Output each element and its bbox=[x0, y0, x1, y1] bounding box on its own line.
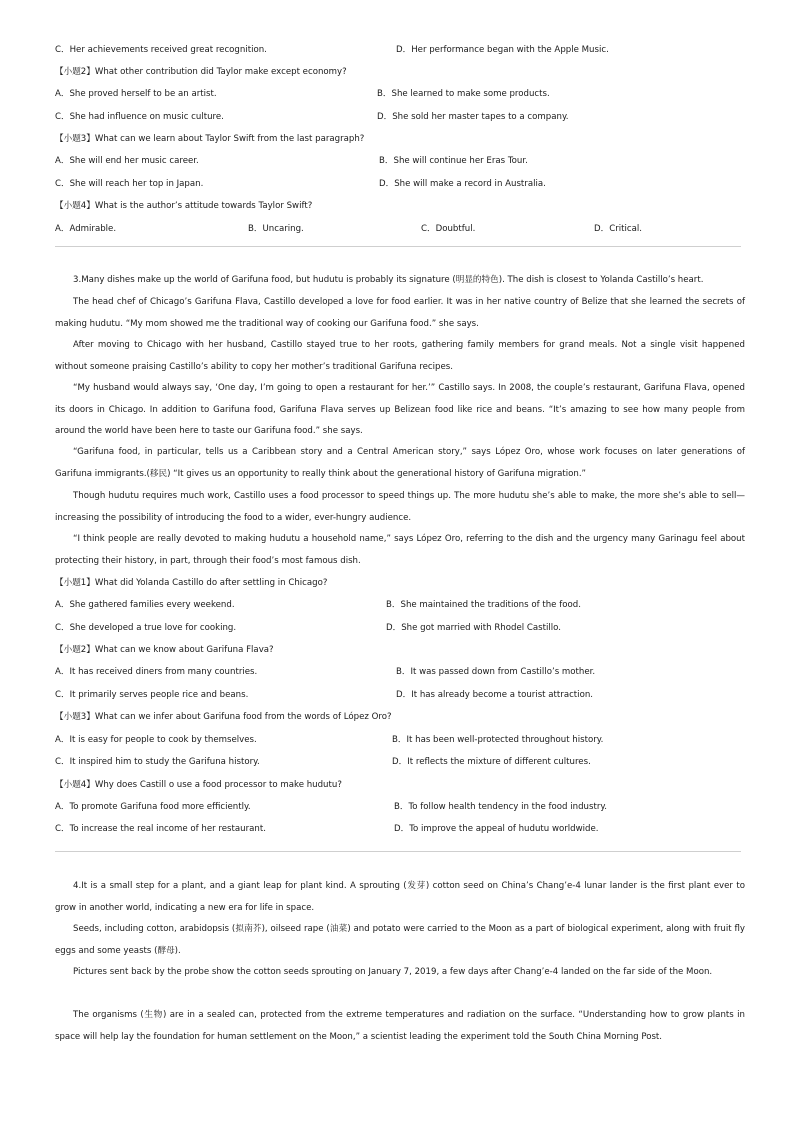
s3-paragraph-3: After moving to Chicago with her husband, Castillo stayed true to her roots, gathering family members for grand meals. Not a single visit happened without someone praising Castillo’s ability to copy her mother’s traditional Garifuna recipes. bbox=[55, 340, 745, 372]
s3-paragraph-6: Though hudutu requires much work, Castillo uses a food processor to speed things up. The more hudutu she’s able to make, the more she’s able to sell—increasing the possibility of introducing the food to a wider, ever-hungry audience. bbox=[55, 491, 745, 523]
section-divider bbox=[55, 246, 741, 247]
s3-paragraph-4: “My husband would always say, ‘One day, I’m going to open a restaurant for her.’” Castillo says. In 2008, the couple’s restaurant, Garifuna Flava, opened its doors in Chicago. In addition to Garifuna food, Garifuna Flava serves up Belizean food like rice and beans. “It’s amazing to see how many people from around the world have been here to taste our Garifuna food.” she says. bbox=[55, 383, 745, 437]
s3-q1-stem: 【小题1】What did Yolanda Castillo do after settling in Chicago? bbox=[55, 578, 328, 588]
s3-q3-option-d: D．It reflects the mixture of different cultures. bbox=[392, 757, 591, 767]
s4-paragraph-1: 4.It is a small step for a plant, and a giant leap for plant kind. A sprouting (发芽) cotton seed on China’s Chang’e-4 lunar lander is the first plant ever to grow in another world, indicating a new era for life in space. bbox=[55, 881, 745, 913]
s3-q1-option-d: D．She got married with Rhodel Castillo. bbox=[386, 623, 561, 633]
s4-paragraph-2: Seeds, including cotton, arabidopsis (拟南芥), oilseed rape (油菜) and potato were carried to the Moon as a part of biological experiment, along with fruit fly eggs and some yeasts (酵母). bbox=[55, 924, 745, 956]
s1-q4-stem: 【小题4】What is the author’s attitude towards Taylor Swift? bbox=[55, 201, 313, 211]
s3-q4-stem: 【小题4】Why does Castill o use a food processor to make hudutu? bbox=[55, 780, 342, 790]
s3-q3-option-a: A．It is easy for people to cook by themselves. bbox=[55, 735, 257, 745]
s3-paragraph-2: The head chef of Chicago’s Garifuna Flava, Castillo developed a love for food earlier. It was in her native country of Belize that she learned the secrets of making hudutu. “My mom showed me the traditional way of cooking our Garifuna food.” she says. bbox=[55, 297, 745, 329]
s3-q4-option-d: D．To improve the appeal of hudutu worldwide. bbox=[394, 824, 599, 834]
s1-q2-option-b: B．She learned to make some products. bbox=[377, 89, 550, 99]
s1-q3-option-a: A．She will end her music career. bbox=[55, 156, 199, 166]
s3-q2-option-d: D．It has already become a tourist attraction. bbox=[396, 690, 594, 700]
s3-q1-option-c: C．She developed a true love for cooking. bbox=[55, 623, 237, 633]
s1-q2-stem: 【小题2】What other contribution did Taylor make except economy? bbox=[55, 67, 347, 77]
s1-q2-option-d: D．She sold her master tapes to a company. bbox=[377, 112, 569, 122]
s3-paragraph-1: 3.Many dishes make up the world of Garifuna food, but hudutu is probably its signature (明显的特色). The dish is closest to Yolanda Castillo’s heart. bbox=[73, 275, 704, 285]
s3-q4-option-b: B．To follow health tendency in the food industry. bbox=[394, 802, 607, 812]
s1-q1-option-d: D．Her performance began with the Apple Music. bbox=[396, 45, 609, 55]
s1-q4-option-d: D．Critical. bbox=[594, 224, 642, 234]
s3-q2-option-a: A．It has received diners from many countries. bbox=[55, 667, 258, 677]
s4-paragraph-4: The organisms (生物) are in a sealed can, protected from the extreme temperatures and radiation on the surface. “Understanding how to grow plants in space will help lay the foundation for human settlement on the Moon,” a scientist leading the experiment told the South China Morning Post. bbox=[55, 1010, 745, 1042]
s1-q4-option-b: B．Uncaring. bbox=[248, 224, 304, 234]
s1-q4-option-a: A．Admirable. bbox=[55, 224, 117, 234]
s3-q2-option-c: C．It primarily serves people rice and beans. bbox=[55, 690, 249, 700]
s1-q3-option-d: D．She will make a record in Australia. bbox=[379, 179, 546, 189]
s3-q1-option-b: B．She maintained the traditions of the food. bbox=[386, 600, 581, 610]
s1-q3-option-b: B．She will continue her Eras Tour. bbox=[379, 156, 528, 166]
s1-q2-option-a: A．She proved herself to be an artist. bbox=[55, 89, 217, 99]
s3-q3-option-b: B．It has been well-protected throughout history. bbox=[392, 735, 604, 745]
s1-q3-option-c: C．She will reach her top in Japan. bbox=[55, 179, 204, 189]
s1-q2-option-c: C．She had influence on music culture. bbox=[55, 112, 224, 122]
s1-q4-option-c: C．Doubtful. bbox=[421, 224, 476, 234]
s3-q4-option-c: C．To increase the real income of her restaurant. bbox=[55, 824, 266, 834]
s3-q1-option-a: A．She gathered families every weekend. bbox=[55, 600, 235, 610]
s4-paragraph-3: Pictures sent back by the probe show the cotton seeds sprouting on January 7, 2019, a few days after Chang’e-4 landed on the far side of the Moon. bbox=[73, 967, 713, 977]
s1-q1-option-c: C．Her achievements received great recognition. bbox=[55, 45, 267, 55]
s3-q2-option-b: B．It was passed down from Castillo’s mother. bbox=[396, 667, 596, 677]
s3-q3-option-c: C．It inspired him to study the Garifuna history. bbox=[55, 757, 260, 767]
s3-paragraph-5: “Garifuna food, in particular, tells us a Caribbean story and a Central American story,” says López Oro, whose work focuses on later generations of Garifuna immigrants.(移民) “It gives us an opportunity to really think about the generational history of Garifuna migration.” bbox=[55, 447, 745, 479]
s3-paragraph-7: “I think people are really devoted to making hudutu a household name,” says López Oro, referring to the dish and the urgency many Garinagu feel about protecting their history, in part, through their food’s most famous dish. bbox=[55, 534, 745, 566]
s3-q3-stem: 【小题3】What can we infer about Garifuna food from the words of López Oro? bbox=[55, 712, 392, 722]
s1-q3-stem: 【小题3】What can we learn about Taylor Swift from the last paragraph? bbox=[55, 134, 365, 144]
s3-q4-option-a: A．To promote Garifuna food more efficiently. bbox=[55, 802, 251, 812]
s3-q2-stem: 【小题2】What can we know about Garifuna Flava? bbox=[55, 645, 274, 655]
section-divider bbox=[55, 851, 741, 852]
